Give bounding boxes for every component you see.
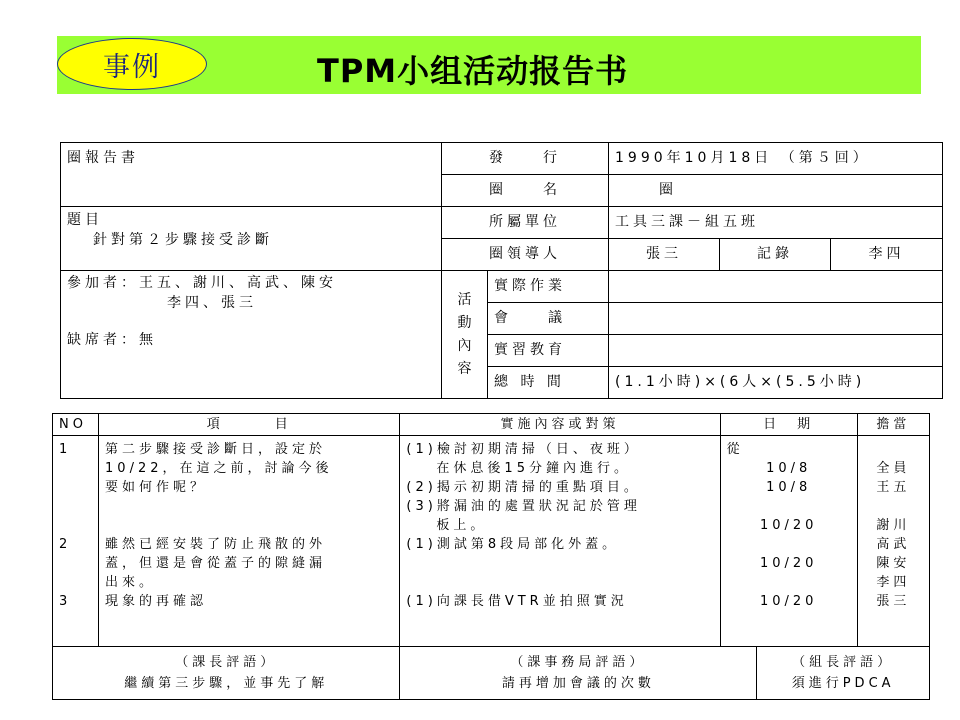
header-item: 項 目 [99,414,400,436]
date-prefix: 從 [726,442,744,457]
total-time-value: (1.1小時)×(6人×(5.5小時) [609,367,943,399]
recorder-label: 記錄 [720,239,831,271]
action-plan-table [52,413,930,700]
activity-label: 活 動 內 容 [442,271,488,399]
circle-report-header-table [60,142,943,399]
comment-secretariat: （課事務局評語） 請再增加會議的次數 [400,647,757,700]
page-title: TPM小组活动报告书 [317,52,629,90]
header-no: NO [53,414,99,436]
leader-label: 圈領導人 [442,239,609,271]
topic-cell [61,207,442,271]
activity-row-label: 會 議 [488,303,609,335]
example-badge: 事例 [57,38,207,90]
topic-label: 題目 [67,212,103,228]
no-column: 1 2 3 [53,436,99,647]
issue-value: 1990年10月18日 （第５回） [609,143,943,175]
unit-label: 所屬單位 [442,207,609,239]
activity-row-value [609,303,943,335]
title-banner [57,36,921,94]
header-date: 日 期 [720,414,857,436]
report-label: 圈報告書 [61,143,442,207]
activity-row-value [609,271,943,303]
date-column: 從 10/8 10/8 10/20 10/20 10/20 [720,436,857,647]
comment-team-leader: （組長評語） 須進行PDCA [757,647,930,700]
comment-section-chief: （課長評語） 繼續第三步驟，並事先了解 [53,647,400,700]
circle-name-label: 圈 名 [442,175,609,207]
participants-line2: 李四、張三 [167,295,257,311]
activity-row-value [609,335,943,367]
owner-column: 全員 王五 謝川 高武 陳安 李四 張三 [857,436,929,647]
activity-row-label: 實際作業 [488,271,609,303]
topic-value: 針對第２步驟接受診斷 [93,232,273,248]
leader-value: 張三 [609,239,720,271]
header-content: 實施內容或對策 [400,414,720,436]
participants-line1: 參加者：王五、謝川、高武、陳安 [67,275,337,291]
issue-label: 發 行 [442,143,609,175]
content-column: (1)檢討初期清掃（日、夜班） 在休息後15分鐘內進行。 (2)揭示初期清掃的重點項目。 (3)將漏油的處置狀況記於管理 板上。 (1)測試第8段局部化外蓋。 (1)向課長借VTR並拍照實況 [400,436,720,647]
activity-row-label: 實習教育 [488,335,609,367]
activity-row-label: 總 時 間 [488,367,609,399]
circle-name-value: 圈 [609,175,943,207]
recorder-value: 李四 [831,239,943,271]
item-column: 第二步驟接受診斷日，設定於 10/22，在這之前，討論今後 要如何作呢？ 雖然已經安裝了防止飛散的外 蓋，但還是會從蓋子的隙縫漏 出來。 現象的再確認 [99,436,400,647]
absent-line: 缺席者：無 [67,332,157,348]
unit-value: 工具三課－組五班 [609,207,943,239]
participants-cell [61,271,442,399]
header-owner: 擔當 [857,414,929,436]
